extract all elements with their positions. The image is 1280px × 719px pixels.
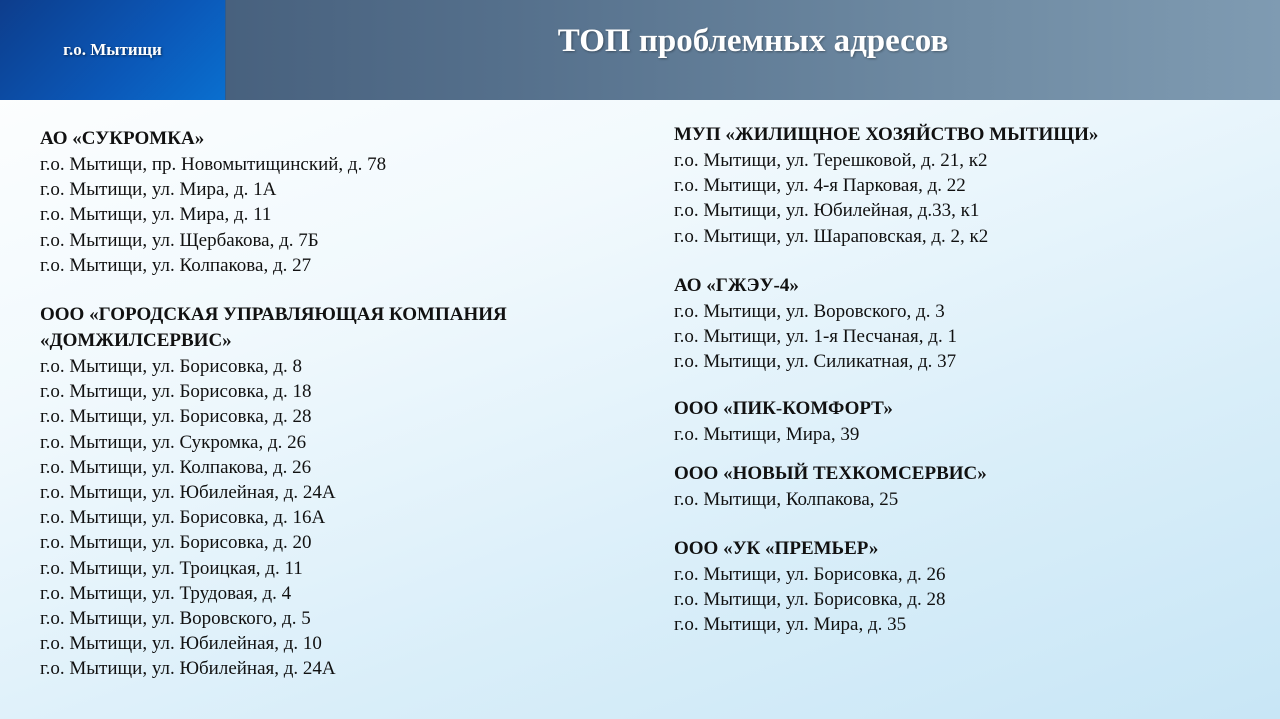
org-block-sukromka bbox=[40, 126, 640, 278]
address-item: г.о. Мытищи, Колпакова, 25 bbox=[674, 488, 899, 510]
org-name-continued: «ДОМЖИЛСЕРВИС» bbox=[40, 330, 232, 352]
address-item: г.о. Мытищи, ул. Сукромка, д. 26 bbox=[40, 431, 307, 453]
org-block-novyy-tekhkomservis bbox=[674, 461, 1264, 512]
org-block-pik-komfort bbox=[674, 396, 1264, 447]
org-name: ООО «УК «ПРЕМЬЕР» bbox=[674, 537, 879, 559]
org-block-mup-zhilishchnoe bbox=[674, 122, 1264, 249]
org-name: МУП «ЖИЛИЩНОЕ ХОЗЯЙСТВО МЫТИЩИ» bbox=[674, 124, 1099, 145]
org-name: АО «ГЖЭУ-4» bbox=[674, 274, 799, 296]
address-item: г.о. Мытищи, Мира, 39 bbox=[674, 424, 860, 446]
region-label: г.о. Мытищи bbox=[63, 40, 162, 59]
address-item: г.о. Мытищи, ул. Борисовка, д. 8 bbox=[40, 356, 303, 378]
address-item: г.о. Мытищи, ул. Воровского, д. 3 bbox=[674, 300, 945, 322]
org-block-uk-premyer bbox=[674, 536, 1264, 638]
address-item: г.о. Мытищи, ул. Колпакова, д. 27 bbox=[40, 254, 312, 276]
address-item: г.о. Мытищи, ул. Терешковой, д. 21, к2 bbox=[674, 150, 988, 171]
org-name: ООО «ПИК-КОМФОРТ» bbox=[674, 398, 893, 420]
address-item: г.о. Мытищи, ул. Борисовка, д. 26 bbox=[674, 563, 946, 585]
address-item: г.о. Мытищи, пр. Новомытищинский, д. 78 bbox=[40, 154, 387, 175]
address-item: г.о. Мытищи, ул. Борисовка, д. 28 bbox=[40, 406, 312, 428]
address-item: г.о. Мытищи, ул. Мира, д. 35 bbox=[674, 614, 907, 636]
address-item: г.о. Мытищи, ул. Юбилейная, д. 24А bbox=[40, 658, 336, 680]
address-item: г.о. Мытищи, ул. Трудовая, д. 4 bbox=[40, 582, 292, 604]
address-item: г.о. Мытищи, ул. 4-я Парковая, д. 22 bbox=[674, 175, 966, 197]
address-item: г.о. Мытищи, ул. Щербакова, д. 7Б bbox=[40, 229, 319, 251]
address-item: г.о. Мытищи, ул. Борисовка, д. 16А bbox=[40, 507, 326, 529]
address-item: г.о. Мытищи, ул. Воровского, д. 5 bbox=[40, 608, 311, 630]
address-item: г.о. Мытищи, ул. Мира, д. 1А bbox=[40, 179, 277, 201]
header-banner bbox=[0, 0, 1280, 100]
right-column bbox=[674, 122, 1264, 637]
org-name: АО «СУКРОМКА» bbox=[40, 128, 205, 149]
address-item: г.о. Мытищи, ул. Колпакова, д. 26 bbox=[40, 456, 312, 478]
address-item: г.о. Мытищи, ул. Мира, д. 11 bbox=[40, 204, 272, 226]
page-title: ТОП проблемных адресов bbox=[557, 22, 949, 59]
address-item: г.о. Мытищи, ул. Борисовка, д. 20 bbox=[40, 532, 312, 554]
org-block-gzheu-4 bbox=[674, 273, 1264, 375]
address-item: г.о. Мытищи, ул. 1-я Песчаная, д. 1 bbox=[674, 326, 957, 348]
org-name: ООО «НОВЫЙ ТЕХКОМСЕРВИС» bbox=[674, 462, 987, 484]
org-name: ООО «ГОРОДСКАЯ УПРАВЛЯЮЩАЯ КОМПАНИЯ bbox=[40, 304, 507, 326]
left-column bbox=[40, 126, 640, 682]
org-block-domzhilservis bbox=[40, 302, 640, 682]
address-item: г.о. Мытищи, ул. Борисовка, д. 28 bbox=[674, 589, 946, 611]
region-badge bbox=[0, 0, 226, 100]
address-item: г.о. Мытищи, ул. Троицкая, д. 11 bbox=[40, 557, 303, 579]
address-item: г.о. Мытищи, ул. Юбилейная, д.33, к1 bbox=[674, 200, 980, 222]
address-item: г.о. Мытищи, ул. Силикатная, д. 37 bbox=[674, 351, 957, 373]
address-item: г.о. Мытищи, ул. Юбилейная, д. 10 bbox=[40, 633, 322, 655]
address-item: г.о. Мытищи, ул. Юбилейная, д. 24А bbox=[40, 482, 336, 504]
address-item: г.о. Мытищи, ул. Шараповская, д. 2, к2 bbox=[674, 225, 989, 247]
address-item: г.о. Мытищи, ул. Борисовка, д. 18 bbox=[40, 381, 312, 403]
